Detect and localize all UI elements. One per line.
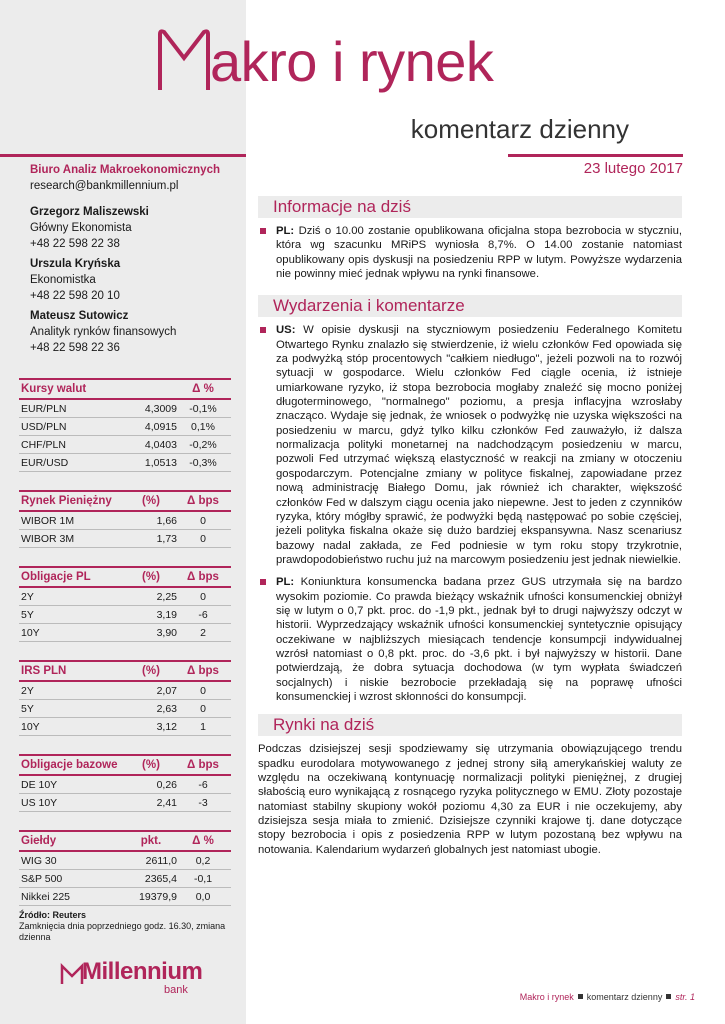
region-label: PL: bbox=[276, 225, 295, 237]
contact-person bbox=[30, 256, 240, 304]
page-footer bbox=[520, 992, 695, 1002]
news-item bbox=[258, 575, 682, 704]
footer-publication: Makro i rynek bbox=[519, 992, 574, 1002]
table-row: S&P 500 2365,4 -0,1 bbox=[19, 870, 231, 888]
news-item bbox=[258, 224, 682, 281]
region-label: US: bbox=[276, 324, 296, 337]
logo-sub: bank bbox=[164, 984, 188, 996]
report-date: 23 lutego 2017 bbox=[583, 160, 683, 177]
header-divider bbox=[0, 154, 725, 157]
table-header: Kursy walut Δ % bbox=[19, 378, 231, 400]
table-header: Rynek Pieniężny (%) Δ bps bbox=[19, 490, 231, 512]
market-table bbox=[19, 754, 231, 812]
publication-title: akro i rynek bbox=[210, 30, 494, 93]
table-row: DE 10Y 0,26 -6 bbox=[19, 776, 231, 794]
department-name: Biuro Analiz Makroekonomicznych bbox=[30, 164, 220, 176]
table-row: CHF/PLN 4,0403 -0,2% bbox=[19, 436, 231, 454]
millennium-m-icon bbox=[60, 962, 84, 986]
footer-page: str. 1 bbox=[675, 992, 695, 1002]
table-header: Obligacje PL (%) Δ bps bbox=[19, 566, 231, 588]
table-header: Obligacje bazowe (%) Δ bps bbox=[19, 754, 231, 776]
table-row: Nikkei 225 19379,9 0,0 bbox=[19, 888, 231, 906]
table-row: 5Y 2,63 0 bbox=[19, 700, 231, 718]
item-text: Dziś o 10.00 zostanie opublikowana oficjalna stopa bezrobocia w styczniu, która wg szacunku MRiPS wyniosła 8,7%. O 14.00 zostanie natomiast opublikowany opis dyskusji na posiedzeniu RPP w lutym. Powyższe wydarzenia nie powinny mieć jednak wpływu na rynki finansowe. bbox=[276, 225, 682, 281]
section-title-info: Informacje na dziś bbox=[258, 196, 682, 218]
millennium-logo bbox=[60, 958, 210, 998]
contact-role: Analityk rynków finansowych bbox=[30, 326, 177, 338]
contact-role: Główny Ekonomista bbox=[30, 222, 132, 234]
market-table bbox=[19, 566, 231, 642]
contact-person bbox=[30, 308, 240, 356]
table-row: WIG 30 2611,0 0,2 bbox=[19, 852, 231, 870]
source-note: Źródło: Reuters Zamknięcia dnia poprzedniego godz. 16.30, zmiana dzienna bbox=[19, 910, 226, 942]
markets-paragraph: Podczas dzisiejszej sesji spodziewamy się utrzymania obowiązującego trendu spadku eurodolara motywowanego z jednej strony siłą amerykańskiej waluty ze względu na oczekiwaną kontynuację normalizacji polityki pieniężnej, z drugiej słabością euro wynikającą z rosnącego ryzyka politycznego w EMU. Złoty pozostaje natomiast stabilny skupiony wokół poziomu 4,30 za EUR i nie oczekujemy, aby dzisiejsza sesja miała to zmienić. Dzisiejsze czynniki krajowe tj. dane dotyczące stopy bezrobocia i opis z posiedzenia RPP w lutym pozostaną bez wpływu na notowania. Kalendarium wydarzeń globalnych jest natomiast ubogie. bbox=[258, 743, 682, 856]
market-table bbox=[19, 660, 231, 736]
contact-role: Ekonomistka bbox=[30, 274, 96, 286]
news-item bbox=[258, 323, 682, 567]
contact-name: Urszula Kryńska bbox=[30, 258, 121, 270]
market-table bbox=[19, 378, 231, 472]
market-table bbox=[19, 830, 231, 906]
section-title-events: Wydarzenia i komentarze bbox=[258, 295, 682, 317]
bullet-icon bbox=[260, 228, 266, 234]
bullet-icon bbox=[260, 579, 266, 585]
market-table bbox=[19, 490, 231, 548]
table-row: US 10Y 2,41 -3 bbox=[19, 794, 231, 812]
department-email[interactable]: research@bankmillennium.pl bbox=[30, 180, 179, 192]
market-tables bbox=[19, 378, 231, 943]
item-text: W opisie dyskusji na styczniowym posiedzeniu Federalnego Komitetu Otwartego Rynku znalazło się stwierdzenie, iż wielu członków Fed opowiada się za podwyżką stóp procentowych "całkiem niedługo", jeżeli pozwoli na to rozwój sytuacji w gospodarce. Wielu członków Fed ciągle ocenia, iż istnieje umiarkowane ryzyko, iż stopa bezrobocia mogłaby znaleźć się mocno poniżej długoterminowego, "normalnego" poziomu, a presja inflacyjna wzrosłaby znacząco. Wydaje się jednak, że wniosek o podwyżkę nie uzyska większości na posiedzeniu w marcu, gdyż tylko kilku członków Fed zauważyło, iż dalsza normalizacja polityki monetarnej na nadchodzącym posiedzeniu w marcu, pozwoli Fed utrzymać większą elastyczność w reakcji na zmiany w otoczeniu gospodarczym. Potencjalne zmiany w polityce fiskalnej, zapowiadane przez nową administrację Białego Domu, jak również ich charakter, większość członków Fed w dalszym ciągu ocenia jako niepewne. Jest to jeden z czynników ryzyka, który mógłby sprawić, że podwyżki będą następować po sobie częściej, jeżeli polityka fiskalna okaże się dużo bardziej ekspansywna. Nasz scenariusz bazowy nadal zakłada, ze Fed podniesie w tym roku stopy trzykrotnie, prawdopodobieństwo ruchu już na marcowym posiedzeniu jest jednak niewielkie. bbox=[276, 324, 682, 566]
bullet-icon bbox=[260, 327, 266, 333]
contact-name: Mateusz Sutowicz bbox=[30, 310, 129, 322]
table-row: 10Y 3,12 1 bbox=[19, 718, 231, 736]
contacts-block bbox=[30, 162, 240, 360]
contact-phone: +48 22 598 22 36 bbox=[30, 342, 120, 354]
makro-m-logo-icon bbox=[158, 28, 210, 92]
table-row: 2Y 2,25 0 bbox=[19, 588, 231, 606]
contact-person bbox=[30, 204, 240, 252]
table-row: EUR/PLN 4,3009 -0,1% bbox=[19, 400, 231, 418]
table-row: EUR/USD 1,0513 -0,3% bbox=[19, 454, 231, 472]
table-row: 10Y 3,90 2 bbox=[19, 624, 231, 642]
contact-phone: +48 22 598 20 10 bbox=[30, 290, 120, 302]
table-row: WIBOR 1M 1,66 0 bbox=[19, 512, 231, 530]
contact-phone: +48 22 598 22 38 bbox=[30, 238, 120, 250]
item-text: Koniunktura konsumencka badana przez GUS utrzymała się na bardzo wysokim poziomie. Co prawda bieżący wskaźnik ufności konsumenckiej obniżył się w lutym o 0,7 pkt. proc. do -1,9 pkt., jednak był to drugi najwyższy odczyt w historii. Wyprzedzający wskaźnik ufności konsumenckiej syntetycznie opisujący oczekiwane w najbliższych miesiącach tendencje konsumpcji indywidualnej wzrósł natomiast o 0,8 pkt. proc. do -3,6 pkt. i był najwyższy w historii. Dane potwierdzają, że dobra sytuacja dochodowa (w tym wypłata świadczeń socjalnych) i niskie bezrobocie przekładają się na poprawę ufności konsumenckiej i wzrost skłonności do konsumpcji. bbox=[276, 576, 682, 703]
table-header: Giełdy pkt. Δ % bbox=[19, 830, 231, 852]
table-row: USD/PLN 4,0915 0,1% bbox=[19, 418, 231, 436]
table-row: WIBOR 3M 1,73 0 bbox=[19, 530, 231, 548]
publication-subtitle: komentarz dzienny bbox=[410, 114, 629, 144]
table-row: 2Y 2,07 0 bbox=[19, 682, 231, 700]
footer-type: komentarz dzienny bbox=[586, 992, 663, 1002]
contact-name: Grzegorz Maliszewski bbox=[30, 206, 149, 218]
logo-word: Millennium bbox=[82, 958, 203, 985]
table-row: 5Y 3,19 -6 bbox=[19, 606, 231, 624]
section-title-markets: Rynki na dziś bbox=[258, 714, 682, 736]
region-label: PL: bbox=[276, 576, 295, 589]
main-content bbox=[258, 196, 682, 857]
table-header: IRS PLN (%) Δ bps bbox=[19, 660, 231, 682]
